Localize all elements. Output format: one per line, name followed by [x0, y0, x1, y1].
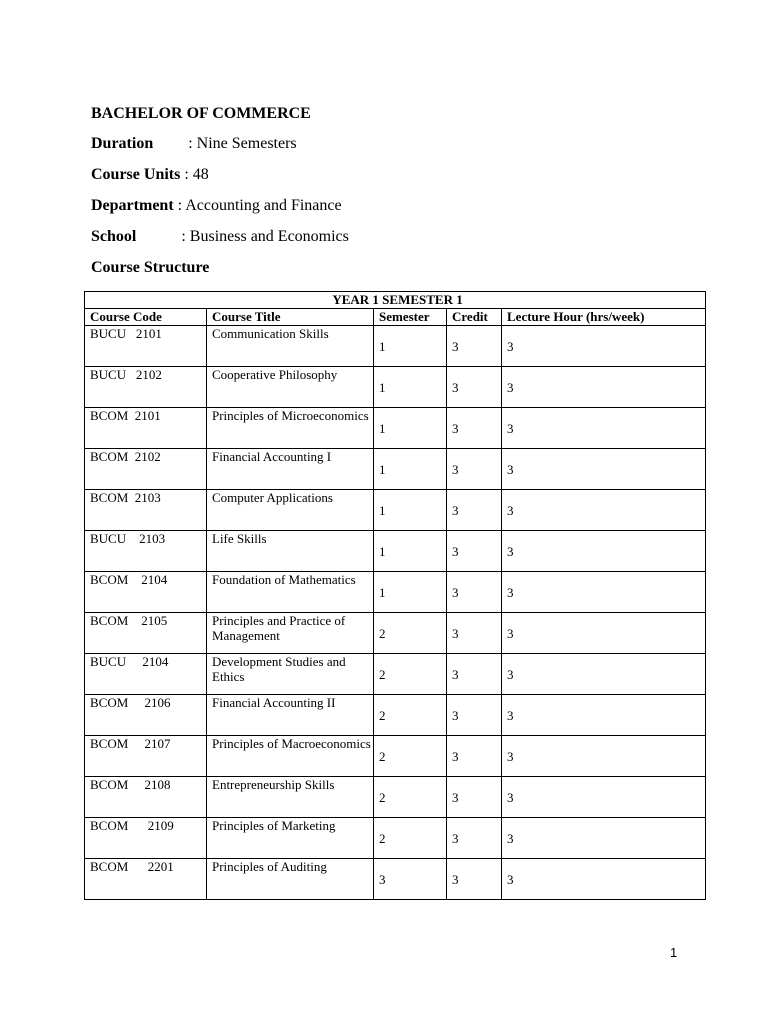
course-title-cell: Principles of Macroeconomics	[207, 736, 374, 777]
col-lecture-hour: Lecture Hour (hrs/week)	[502, 309, 706, 326]
credit-cell: 3	[447, 654, 502, 695]
credit-cell: 3	[447, 367, 502, 408]
page-number: 1	[670, 945, 678, 960]
course-code-cell: BUCU 2102	[85, 367, 207, 408]
semester-cell: 2	[374, 736, 447, 777]
lecture-hour-cell: 3	[502, 449, 706, 490]
semester-cell: 1	[374, 449, 447, 490]
course-units-label: Course Units	[91, 166, 181, 183]
table-row	[85, 654, 706, 695]
course-code-cell: BCOM 2101	[85, 408, 207, 449]
credit-cell: 3	[447, 408, 502, 449]
course-title-cell: Foundation of Mathematics	[207, 572, 374, 613]
course-title-cell: Communication Skills	[207, 326, 374, 367]
duration-label: Duration	[91, 135, 154, 152]
lecture-hour-cell: 3	[502, 613, 706, 654]
lecture-hour-cell: 3	[502, 695, 706, 736]
semester-cell: 2	[374, 695, 447, 736]
credit-cell: 3	[447, 736, 502, 777]
course-code-cell: BCOM 2104	[85, 572, 207, 613]
course-code-cell: BCOM 2107	[85, 736, 207, 777]
course-code-cell: BUCU 2103	[85, 531, 207, 572]
table-row	[85, 613, 706, 654]
semester-cell: 1	[374, 572, 447, 613]
course-code-cell: BCOM 2108	[85, 777, 207, 818]
semester-cell: 1	[374, 531, 447, 572]
semester-cell: 2	[374, 613, 447, 654]
lecture-hour-cell: 3	[502, 490, 706, 531]
lecture-hour-cell: 3	[502, 408, 706, 449]
semester-cell: 2	[374, 818, 447, 859]
table-row	[85, 326, 706, 367]
table-row	[85, 449, 706, 490]
department-line	[91, 196, 342, 216]
credit-cell: 3	[447, 613, 502, 654]
semester-cell: 1	[374, 490, 447, 531]
credit-cell: 3	[447, 818, 502, 859]
lecture-hour-cell: 3	[502, 859, 706, 900]
table-row	[85, 490, 706, 531]
course-title-cell: Computer Applications	[207, 490, 374, 531]
table-row	[85, 818, 706, 859]
semester-cell: 2	[374, 654, 447, 695]
course-title-cell: Principles of Microeconomics	[207, 408, 374, 449]
table-row	[85, 777, 706, 818]
duration-line	[91, 134, 297, 154]
course-code-cell: BUCU 2101	[85, 326, 207, 367]
col-course-code: Course Code	[85, 309, 207, 326]
course-title-cell: Entrepreneurship Skills	[207, 777, 374, 818]
table-row	[85, 736, 706, 777]
course-code-cell: BCOM 2105	[85, 613, 207, 654]
credit-cell: 3	[447, 490, 502, 531]
school-line	[91, 227, 349, 247]
course-title-cell: Principles of Auditing	[207, 859, 374, 900]
school-value: : Business and Economics	[181, 228, 349, 245]
table-row	[85, 859, 706, 900]
course-title-cell: Financial Accounting I	[207, 449, 374, 490]
credit-cell: 3	[447, 449, 502, 490]
table-row	[85, 572, 706, 613]
table-row	[85, 695, 706, 736]
course-code-cell: BCOM 2201	[85, 859, 207, 900]
course-code-cell: BCOM 2109	[85, 818, 207, 859]
course-code-cell: BUCU 2104	[85, 654, 207, 695]
column-header-row	[85, 309, 706, 326]
year-semester-header: YEAR 1 SEMESTER 1	[85, 292, 706, 309]
lecture-hour-cell: 3	[502, 777, 706, 818]
lecture-hour-cell: 3	[502, 326, 706, 367]
document-title: BACHELOR OF COMMERCE	[91, 105, 311, 122]
semester-cell: 1	[374, 408, 447, 449]
course-units-value: : 48	[184, 166, 209, 183]
col-semester: Semester	[374, 309, 447, 326]
credit-cell: 3	[447, 572, 502, 613]
lecture-hour-cell: 3	[502, 818, 706, 859]
department-value: : Accounting and Finance	[177, 197, 342, 214]
department-label: Department	[91, 197, 174, 214]
col-credit: Credit	[447, 309, 502, 326]
semester-cell: 1	[374, 367, 447, 408]
course-code-cell: BCOM 2103	[85, 490, 207, 531]
course-title-cell: Financial Accounting II	[207, 695, 374, 736]
credit-cell: 3	[447, 859, 502, 900]
semester-cell: 2	[374, 777, 447, 818]
course-code-cell: BCOM 2102	[85, 449, 207, 490]
semester-cell: 1	[374, 326, 447, 367]
table-row	[85, 367, 706, 408]
table-row	[85, 531, 706, 572]
semester-cell: 3	[374, 859, 447, 900]
lecture-hour-cell: 3	[502, 531, 706, 572]
school-label: School	[91, 228, 137, 245]
table-row	[85, 408, 706, 449]
course-title-cell: Cooperative Philosophy	[207, 367, 374, 408]
course-structure-table	[84, 291, 706, 900]
course-units-line	[91, 165, 209, 185]
credit-cell: 3	[447, 777, 502, 818]
course-title-cell: Life Skills	[207, 531, 374, 572]
course-title-cell: Principles of Marketing	[207, 818, 374, 859]
course-code-cell: BCOM 2106	[85, 695, 207, 736]
course-title-cell: Principles and Practice of Management	[207, 613, 374, 654]
lecture-hour-cell: 3	[502, 654, 706, 695]
duration-value: : Nine Semesters	[188, 135, 297, 152]
credit-cell: 3	[447, 326, 502, 367]
lecture-hour-cell: 3	[502, 572, 706, 613]
lecture-hour-cell: 3	[502, 367, 706, 408]
col-course-title: Course Title	[207, 309, 374, 326]
course-title-cell: Development Studies and Ethics	[207, 654, 374, 695]
credit-cell: 3	[447, 531, 502, 572]
course-structure-heading: Course Structure	[91, 259, 210, 276]
lecture-hour-cell: 3	[502, 736, 706, 777]
credit-cell: 3	[447, 695, 502, 736]
